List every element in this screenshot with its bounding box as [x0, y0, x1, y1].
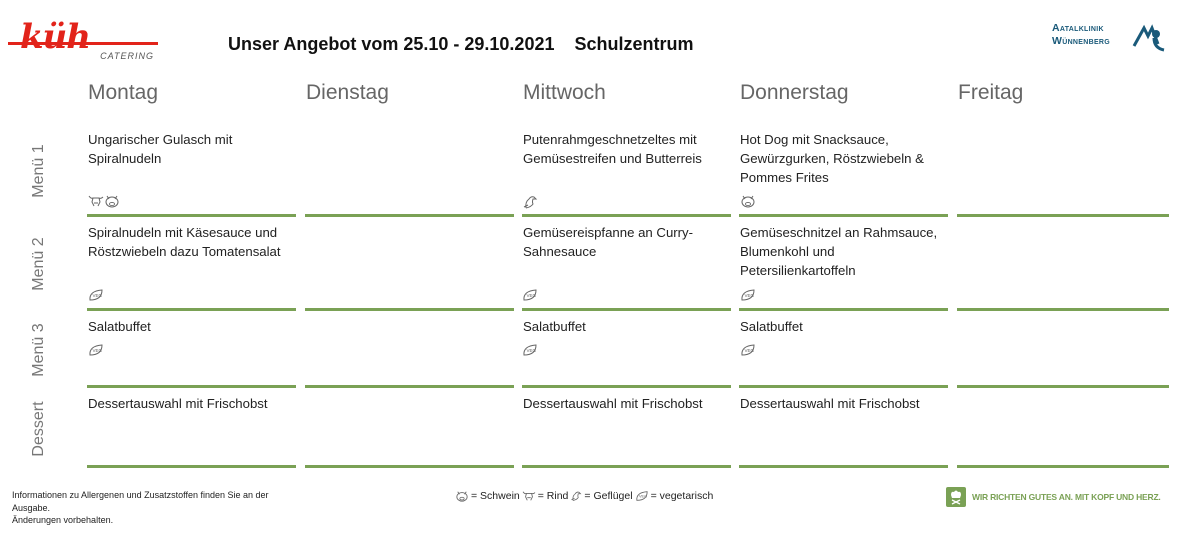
row-divider	[739, 465, 948, 468]
svg-text:VEG: VEG	[92, 348, 103, 353]
row-divider	[305, 308, 514, 311]
title-offer: Unser Angebot vom 25.10 - 29.10.2021	[228, 34, 555, 54]
beef-icon	[522, 490, 536, 502]
partner-name-line1: Aatalklinik	[1052, 22, 1104, 34]
day-header-donnerstag: Donnerstag	[740, 81, 849, 104]
allergen-info	[12, 489, 302, 527]
vegetarian-icon	[635, 490, 649, 502]
row-divider	[957, 385, 1169, 388]
row-divider	[87, 465, 296, 468]
row-divider	[957, 308, 1169, 311]
day-header-mittwoch: Mittwoch	[523, 81, 606, 104]
svg-text:VEG: VEG	[526, 293, 537, 298]
legend-beef: = Rind	[537, 490, 569, 502]
row-divider	[739, 385, 948, 388]
day-header-montag: Montag	[88, 81, 159, 104]
vegetarian-icon	[88, 288, 104, 302]
vegetarian-icon	[522, 343, 538, 357]
pork-icon	[740, 194, 756, 208]
svg-text:VEG: VEG	[744, 293, 755, 298]
row-divider	[87, 214, 296, 217]
menu1-donnerstag: Hot Dog mit Snacksauce, Gewürzgurken, Röstzwiebeln & Pommes Frites	[740, 132, 924, 185]
dessert-mittwoch: Dessertauswahl mit Frischobst	[523, 396, 703, 411]
day-header-dienstag: Dienstag	[306, 81, 389, 104]
menu2-donnerstag: Gemüseschnitzel an Rahmsauce, Blumenkohl und Petersilienkartoffeln	[740, 225, 938, 278]
row-label-dessert: Dessert	[30, 401, 47, 457]
row-divider	[87, 385, 296, 388]
logo-wordmark: küh	[20, 17, 90, 57]
svg-text:VEG: VEG	[92, 293, 103, 298]
svg-text:VEG: VEG	[744, 348, 755, 353]
row-divider	[305, 385, 514, 388]
menu3-donnerstag: Salatbuffet	[740, 319, 803, 334]
poultry-icon	[570, 489, 582, 503]
menu2-mittwoch: Gemüsereispfanne an Curry-Sahnesauce	[523, 225, 694, 259]
icon-legend	[455, 489, 713, 503]
menu3-mittwoch: Salatbuffet	[523, 319, 586, 334]
dessert-donnerstag: Dessertauswahl mit Frischobst	[740, 396, 920, 411]
dessert-montag: Dessertauswahl mit Frischobst	[88, 396, 268, 411]
row-label-menu3: Menü 3	[30, 323, 47, 377]
poultry-icon	[522, 194, 538, 210]
svg-text:VEG: VEG	[526, 348, 537, 353]
row-divider	[957, 465, 1169, 468]
menu3-montag: Salatbuffet	[88, 319, 151, 334]
row-label-menu2: Menü 2	[30, 237, 47, 291]
allergen-info-line2: Änderungen vorbehalten.	[12, 515, 114, 525]
pork-icon	[104, 194, 120, 208]
day-header-freitag: Freitag	[958, 81, 1024, 104]
row-divider	[957, 214, 1169, 217]
row-divider	[305, 214, 514, 217]
legend-vegetarian: = vegetarisch	[650, 490, 714, 502]
aatalklinik-logo	[1052, 20, 1172, 60]
partner-emblem-icon	[1132, 24, 1168, 54]
legend-pork: = Schwein	[471, 490, 520, 502]
vegetarian-icon	[740, 288, 756, 302]
row-divider	[522, 214, 731, 217]
page-title	[228, 34, 694, 55]
kueh-catering-logo	[8, 18, 158, 62]
beef-icon	[88, 194, 104, 208]
menu2-montag: Spiralnudeln mit Käsesauce und Röstzwiebeln dazu Tomatensalat	[88, 225, 281, 259]
row-divider	[522, 385, 731, 388]
slogan-block	[946, 487, 1161, 507]
pork-icon	[455, 490, 469, 502]
title-location: Schulzentrum	[574, 34, 694, 54]
row-divider	[87, 308, 296, 311]
menu1-montag: Ungarischer Gulasch mit Spiralnudeln	[88, 132, 233, 166]
row-divider	[739, 214, 948, 217]
vegetarian-icon	[522, 288, 538, 302]
logo-subtitle: CATERING	[100, 51, 154, 61]
legend-poultry: = Geflügel	[584, 490, 633, 502]
row-divider	[739, 308, 948, 311]
vegetarian-icon	[740, 343, 756, 357]
svg-text:VEG: VEG	[638, 494, 647, 499]
slogan-text: WIR RICHTEN GUTES AN. MIT KOPF UND HERZ.	[972, 492, 1161, 502]
row-divider	[305, 465, 514, 468]
allergen-info-line1: Informationen zu Allergenen und Zusatzstoffen finden Sie an der Ausgabe.	[12, 490, 269, 513]
row-divider	[522, 465, 731, 468]
partner-name-line2: Wünnenberg	[1052, 35, 1111, 47]
row-label-menu1: Menü 1	[30, 144, 47, 198]
vegetarian-icon	[88, 343, 104, 357]
chef-hat-icon	[946, 487, 966, 507]
row-divider	[522, 308, 731, 311]
menu1-mittwoch: Putenrahmgeschnetzeltes mit Gemüsestreifen und Butterreis	[523, 132, 702, 166]
